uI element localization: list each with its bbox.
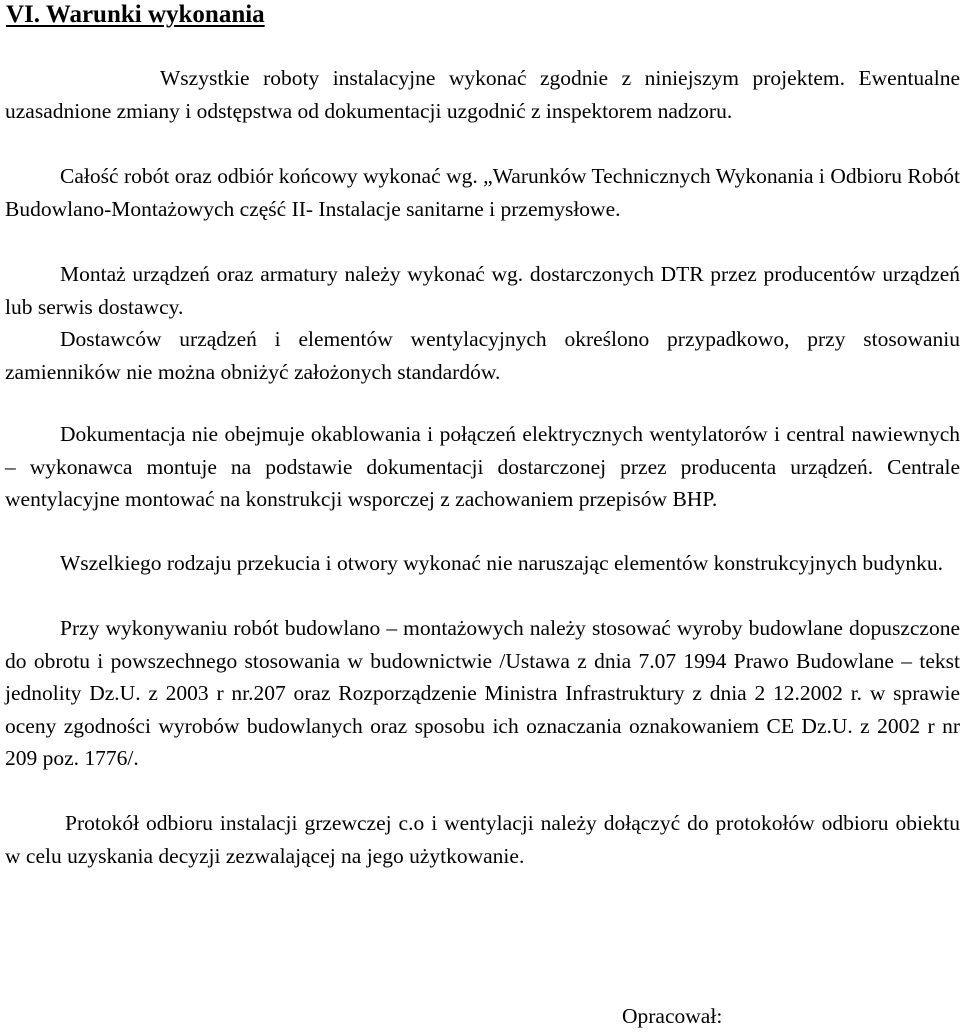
paragraph-general: Wszystkie roboty instalacyjne wykonać zgodnie z niniejszym projektem. Ewentualne uzasadnione zmiany i odstępstwa od dokumentacji uzgodnić z inspektorem nadzoru. [5, 66, 960, 123]
paragraph-documentation: Dokumentacja nie obejmuje okablowania i połączeń elektrycznych wentylatorów i central nawiewnych – wykonawca montuje na podstawie dokumentacji dostarczonej przez producenta urządzeń. Centrale wentylacyjne montować na konstrukcji wsporczej z zachowaniem przepisów BHP. [5, 422, 960, 512]
paragraph-acceptance: Całość robót oraz odbiór końcowy wykonać wg. „Warunków Technicznych Wykonania i Odbioru Robót Budowlano-Montażowych część II- Instalacje sanitarne i przemysłowe. [5, 164, 960, 221]
paragraph-suppliers: Dostawców urządzeń i elementów wentylacyjnych określono przypadkowo, przy stosowaniu zamienników nie można obniżyć założonych standardów. [5, 327, 960, 384]
signature-label: Opracował: [622, 1004, 723, 1028]
paragraph-openings: Wszelkiego rodzaju przekucia i otwory wykonać nie naruszając elementów konstrukcyjnych budynku. [60, 551, 943, 575]
section-heading: VI. Warunki wykonania [6, 1, 265, 28]
paragraph-protocol: Protokół odbioru instalacji grzewczej c.o i wentylacji należy dołączyć do protokołów odbioru obiektu w celu uzyskania decyzji zezwalającej na jego użytkowanie. [5, 811, 960, 868]
paragraph-installation: Montaż urządzeń oraz armatury należy wykonać wg. dostarczonych DTR przez producentów urządzeń lub serwis dostawcy. [5, 262, 960, 319]
paragraph-materials: Przy wykonywaniu robót budowlano – montażowych należy stosować wyroby budowlane dopuszczone do obrotu i powszechnego stosowania w budownictwie /Ustawa z dnia 7.07 1994 Prawo Budowlane – tekst jednolity Dz.U. z 2003 r nr.207 oraz Rozporządzenie Ministra Infrastruktury z dnia 2 12.2002 r. w sprawie oceny zgodności wyrobów budowlanych oraz sposobu ich oznaczania oznakowaniem CE Dz.U. z 2002 r nr 209 poz. 1776/. [5, 616, 960, 771]
